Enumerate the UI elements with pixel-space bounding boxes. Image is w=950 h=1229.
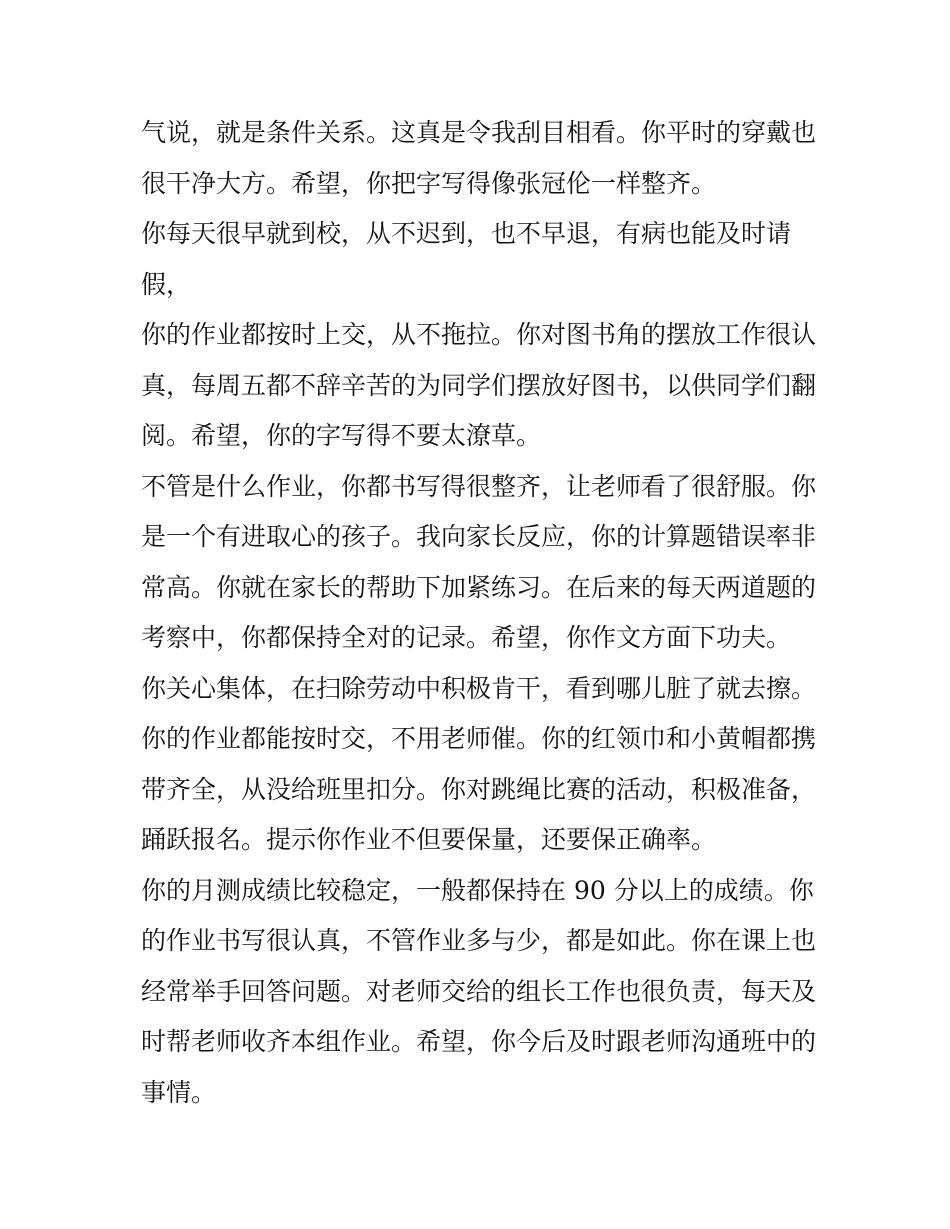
text-line: 时帮老师收齐本组作业。希望，你今后及时跟老师沟通班中的 [141,1027,817,1056]
text-line: 是一个有进取心的孩子。我向家长反应，你的计算题错误率非 [141,522,817,551]
text-line: 真，每周五都不辞辛苦的为同学们摆放好图书，以供同学们翻 [141,370,817,400]
text-line: 事情。 [141,1077,217,1107]
text-line: 不管是什么作业，你都书写得很整齐，让老师看了很舒服。你 [141,471,817,501]
text-line: 常高。你就在家长的帮助下加紧练习。在后来的每天两道题的 [141,572,817,602]
text-line: 很干净大方。希望，你把字写得像张冠伦一样整齐。 [141,168,717,198]
text-line: 你的月测成绩比较稳定，一般都保持在 90 分以上的成绩。你 [141,875,814,905]
text-line: 假， [141,269,192,299]
text-line: 阅。希望，你的字写得不要太潦草。 [141,421,542,450]
text-line: 气说，就是条件关系。这真是令我刮目相看。你平时的穿戴也 [141,118,817,147]
text-line: 带齐全，从没给班里扣分。你对跳绳比赛的活动，积极准备， [141,774,817,804]
text-line: 考察中，你都保持全对的记录。希望，你作文方面下功夫。 [141,623,792,652]
text-line: 经常举手回答问题。对老师交给的组长工作也很负责，每天及 [141,976,817,1006]
text-line: 你的作业都能按时交，不用老师催。你的红领巾和小黄帽都携 [141,724,817,753]
text-line: 你的作业都按时上交，从不拖拉。你对图书角的摆放工作很认 [141,320,817,349]
text-line: 你每天很早就到校，从不迟到，也不早退，有病也能及时请 [141,219,792,248]
text-line: 踊跃报名。提示你作业不但要保量，还要保正确率。 [141,825,717,854]
text-line: 的作业书写很认真，不管作业多与少，都是如此。你在课上也 [141,926,817,955]
text-line: 你关心集体，在扫除劳动中积极肯干，看到哪儿脏了就去擦。 [141,673,817,703]
document-body [141,108,817,1118]
